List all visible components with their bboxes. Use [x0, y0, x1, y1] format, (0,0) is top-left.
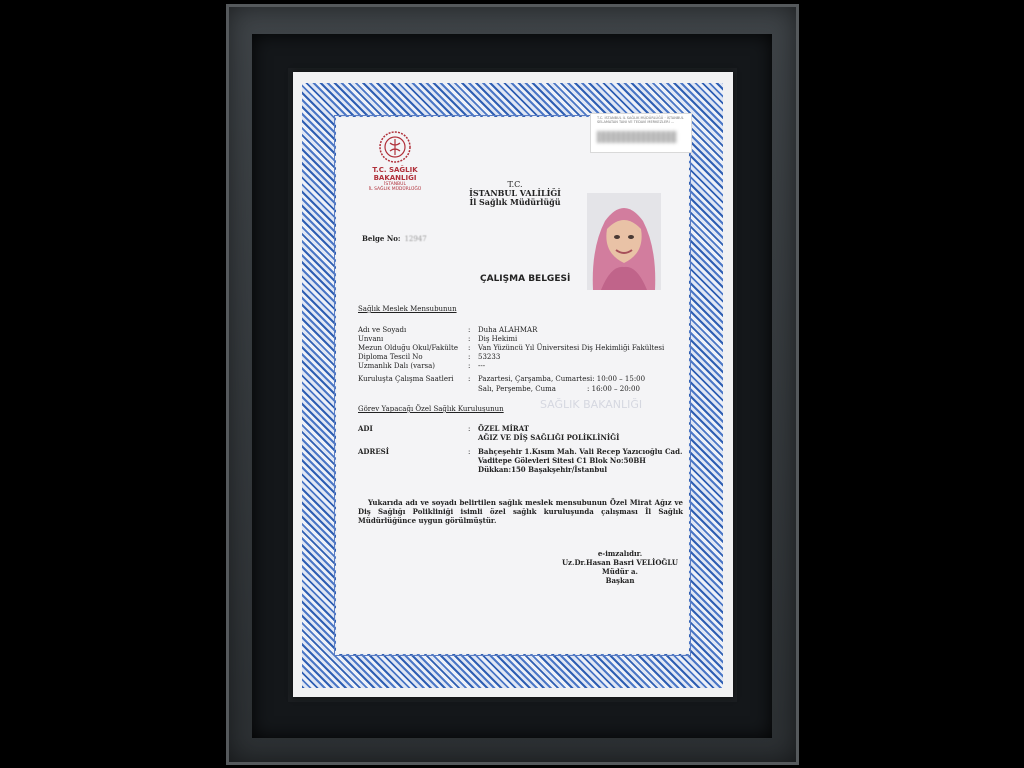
logo-city-text: İSTANBUL [384, 182, 406, 187]
field-value: --- [478, 362, 486, 370]
field-value: Duha ALAHMAR [478, 326, 538, 334]
signature-title: Müdür a. [602, 567, 638, 576]
document-number [362, 234, 427, 243]
document-number-value: 12947 [404, 235, 427, 243]
field-value: Pazartesi, Çarşamba, Cumartesi: 10:00 – 15:00 [478, 375, 646, 383]
header-valilik: İSTANBUL VALİLİĞİ [469, 188, 561, 198]
signature-role: Başkan [605, 576, 635, 585]
section-holder-heading: Sağlık Meslek Mensubunun [358, 305, 457, 313]
header-tc: T.C. [507, 180, 523, 189]
institution-address-line3: Dükkan:150 Başakşehir/İstanbul [478, 465, 608, 474]
signature-name: Uz.Dr.Hasan Basri VELİOĞLU [561, 558, 679, 567]
document-stamp [590, 113, 692, 153]
field-value-hours-2: Salı, Perşembe, Cuma : 16:00 – 20:00 [478, 385, 640, 393]
section-institution-heading: Görev Yapacağı Özel Sağlık Kuruluşunun [358, 405, 504, 413]
issuer-header [455, 180, 575, 207]
approval-paragraph: Yukarıda adı ve soyadı belirtilen sağlık meslek mensubunun Özel Mirat Ağız ve Diş Sağlığı Polikliniği isimli özel sağlık kuruluşunda çalışması İl Sağlık Müdürlüğünce uygun görülmüştür. [358, 498, 683, 525]
signature-block [555, 549, 685, 585]
ministry-logo [350, 130, 440, 200]
signature-e-signed: e-imzalıdır. [597, 549, 643, 558]
document-number-label: Belge No: [362, 234, 401, 243]
field-value: Diş Hekimi [478, 335, 518, 343]
field-value: Van Yüzüncü Yıl Üniversitesi Diş Hekimliği Fakültesi [478, 344, 665, 352]
field-label: Adı ve Soyadı [358, 326, 407, 334]
institution-address-line1: Bahçeşehir 1.Kısım Mah. Vali Recep Yazıcıoğlu Cad. [478, 447, 683, 456]
document-title: ÇALIŞMA BELGESİ [480, 274, 571, 284]
institution-address-label: ADRESİ [358, 447, 389, 456]
stamp-text: T.C. İSTANBUL İL SAĞLIK MÜDÜRLÜĞÜ · İSTANBUL SELAMATAN TANI VE TEDAVİ MERKEZLERİ ... [597, 116, 684, 124]
barcode-blurred [597, 131, 677, 143]
logo-ministry-text: T.C. SAĞLIK BAKANLIĞI [372, 166, 418, 182]
field-label: Kuruluşta Çalışma Saatleri [358, 375, 454, 383]
header-mudurluk: İl Sağlık Müdürlüğü [469, 197, 561, 207]
logo-directorate-text: İL SAĞLIK MÜDÜRLÜĞÜ [368, 187, 422, 192]
field-label: Diploma Tescil No [358, 353, 423, 361]
institution-address-line2: Vaditepe Gölevleri Sitesi C1 Blok No:50BH [478, 456, 646, 465]
field-label: Uzmanlık Dalı (varsa) [358, 362, 436, 370]
institution-name-label: ADI [358, 424, 373, 433]
institution-name-line2: AĞIZ VE DİŞ SAĞLIĞI POLİKLİNİĞİ [478, 433, 620, 442]
holder-photo [587, 193, 661, 290]
field-label: Mezun Olduğu Okul/Fakülte [358, 344, 459, 352]
institution-name-line1: ÖZEL MİRAT [478, 424, 529, 433]
watermark: SAĞLIK BAKANLIĞI [540, 398, 643, 411]
ministry-emblem-icon [378, 130, 412, 164]
field-value: 53233 [478, 353, 501, 361]
field-label: Unvanı [358, 335, 384, 343]
portrait-image [587, 193, 661, 290]
